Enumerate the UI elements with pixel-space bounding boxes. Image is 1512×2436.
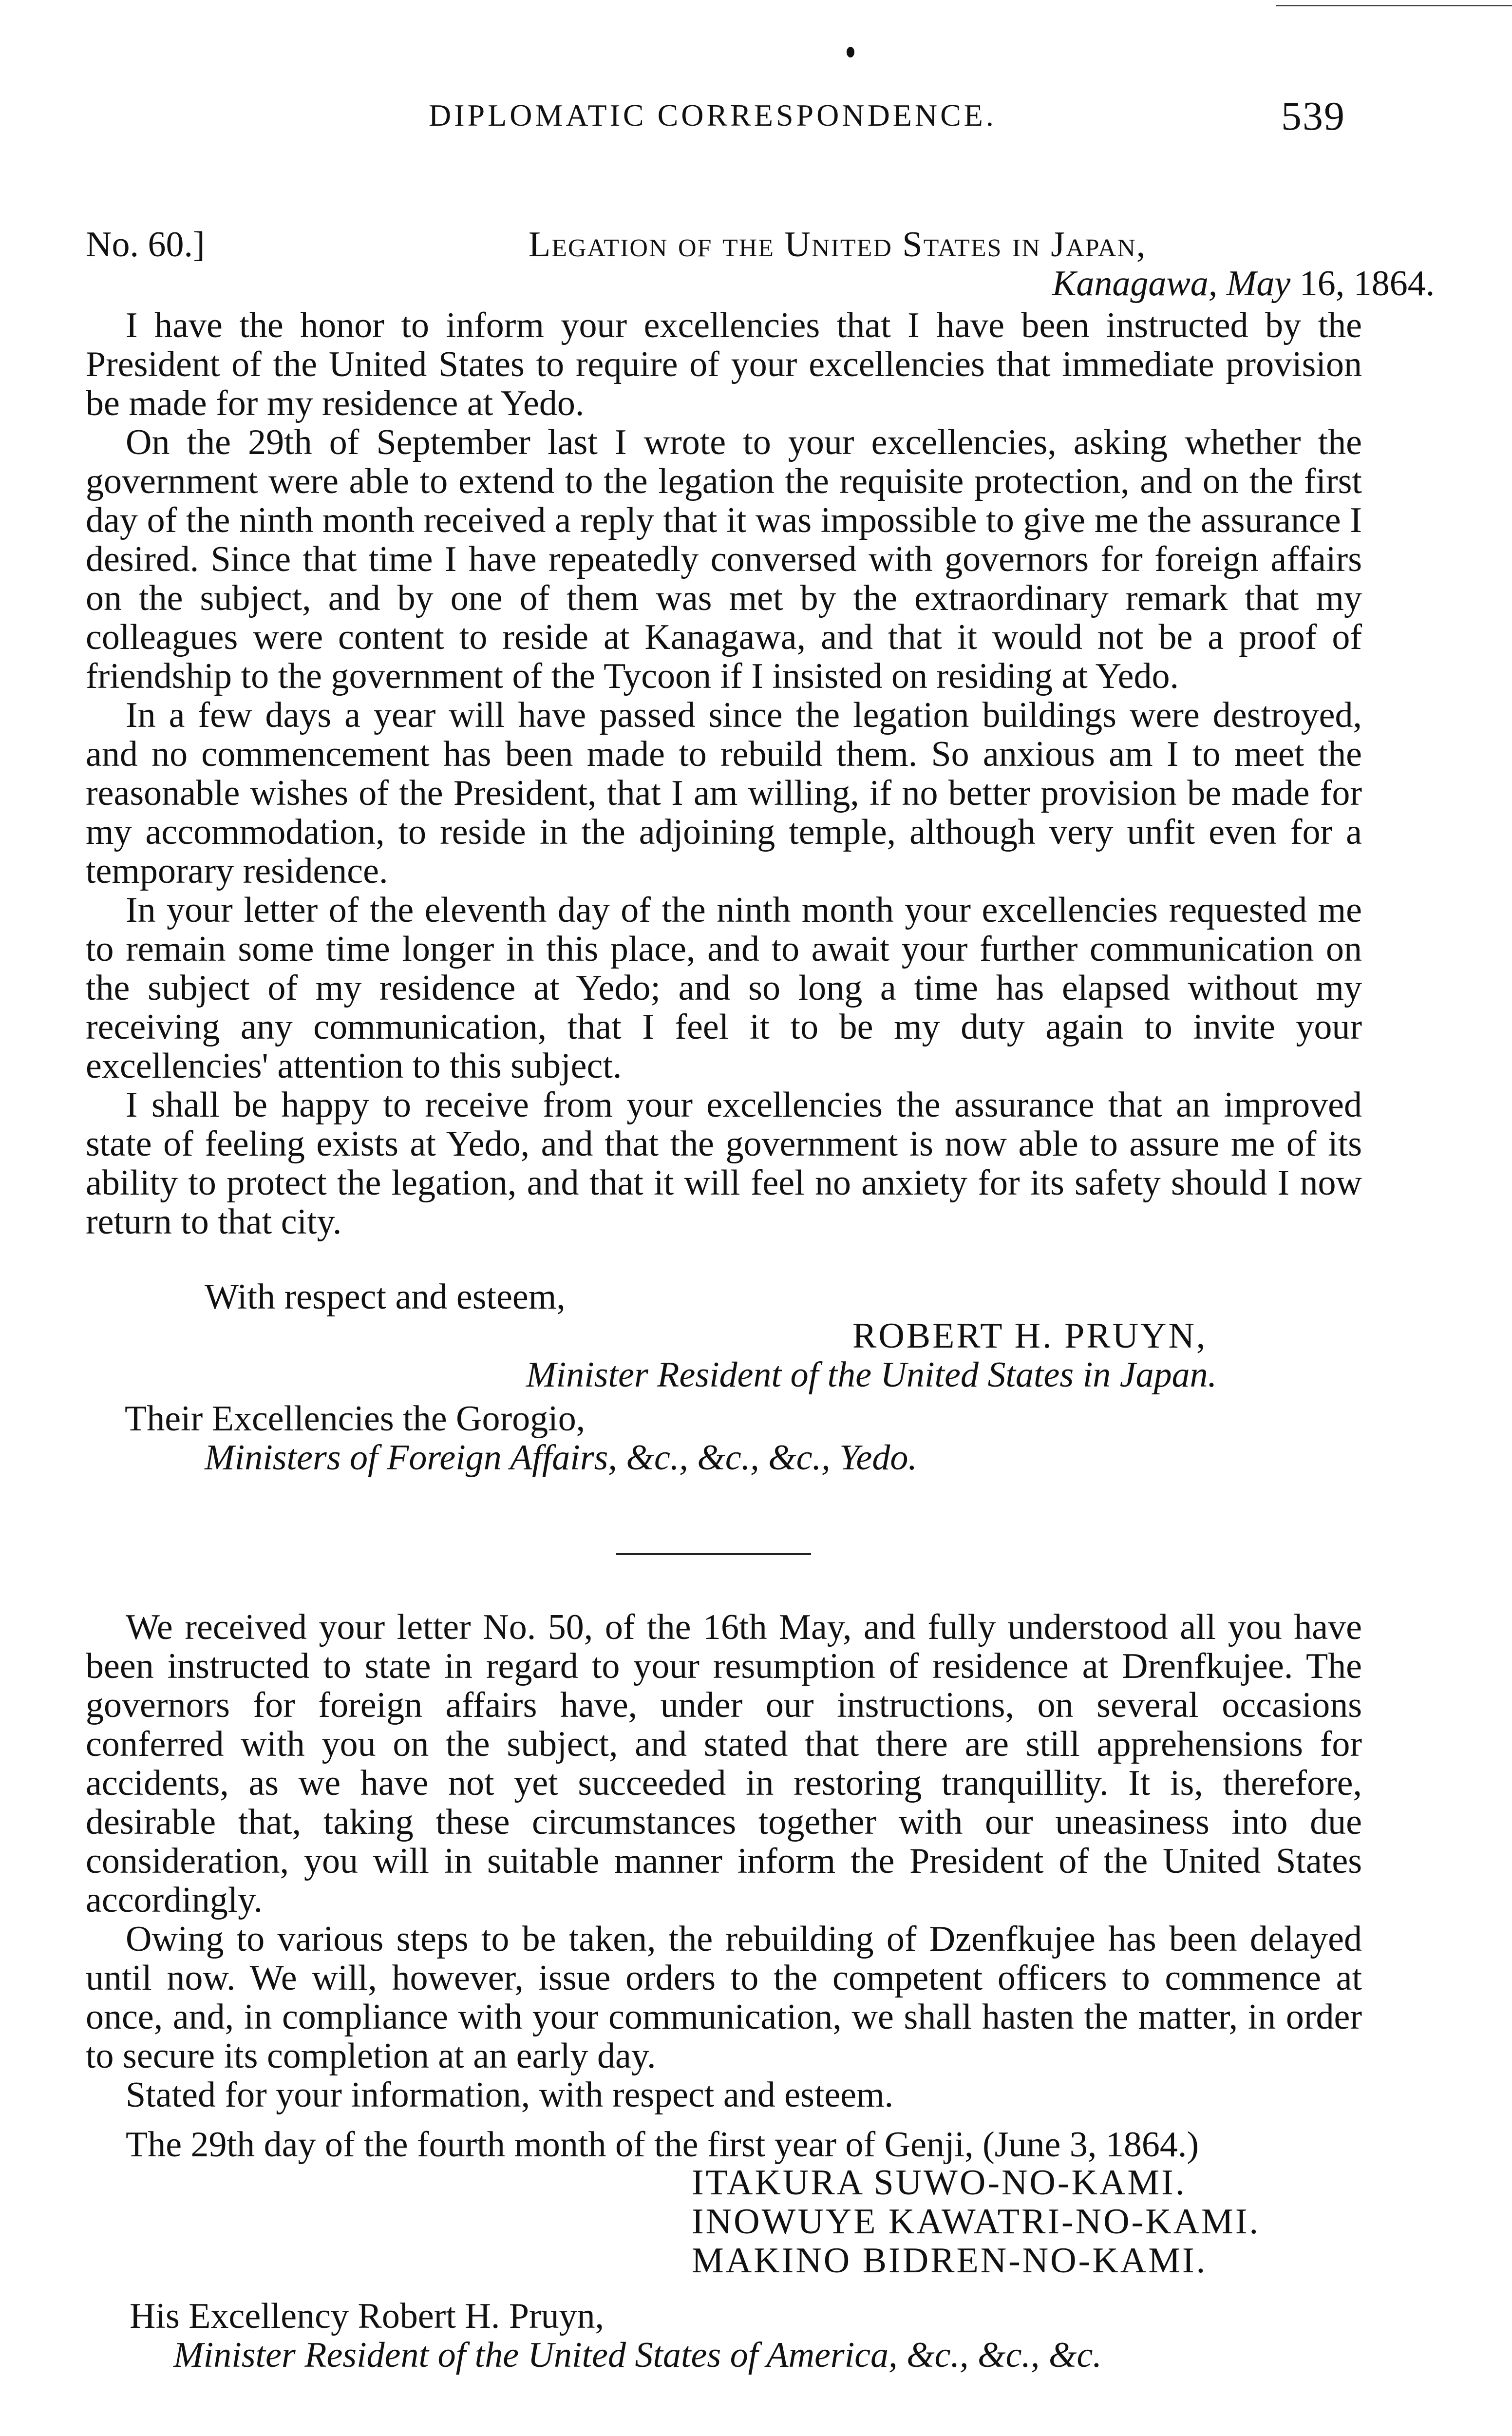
letter-dateline [1052,263,1435,304]
letter-number: No. 60.] [86,225,205,265]
signatory: MAKINO BIDREN-NO-KAMI. [692,2241,1208,2281]
paragraph: In a few days a year will have passed since the legation buildings were destroyed, and no commencement has been made to rebuild them. So anxious am I to meet the reasonable wishes of the President, that I am willing, if no better provision be made for my accommodation, to reside in the adjoining temple, although very unfit even for a temporary residence. [86,695,1362,891]
reply-addressee-title: Minister Resident of the United States of America, &c., &c., &c. [173,2335,1102,2375]
signature-title: Minister Resident of the United States in Japan. [526,1355,1217,1395]
page-number: 539 [1281,94,1345,139]
paragraph: We received your letter No. 50, of the 16th May, and fully understood all you have been instructed to state in regard to your resumption of residence at Drenfkujee. The governors for foreign affairs have, under our instructions, on several occasions conferred with you on the subject, and stated that there are still apprehensions for accidents, as we have not yet succeeded in restoring tranquillity. It is, therefore, desirable that, taking these circumstances together with our uneasiness into due consideration, you will in suitable manner inform the President of the United States accordingly. [86,1607,1362,1920]
addressee: Their Excellencies the Gorogio, [125,1399,586,1439]
dateline-place: Kanagawa, May [1052,264,1291,304]
reply-addressee: His Excellency Robert H. Pruyn, [130,2296,605,2336]
reply-date: The 29th day of the fourth month of the first year of Genji, (June 3, 1864.) [126,2125,1199,2165]
section-divider [616,1553,811,1555]
addressee-title: Ministers of Foreign Affairs, &c., &c., &c., Yedo. [205,1438,917,1478]
running-head: DIPLOMATIC CORRESPONDENCE. [429,98,997,133]
paragraph: Stated for your information, with respect and esteem. [126,2075,894,2115]
top-edge-rule [1276,5,1512,6]
signatory: INOWUYE KAWATRI-NO-KAMI. [692,2202,1260,2242]
dateline-date: 16, 1864. [1299,264,1435,304]
signature: ROBERT H. PRUYN, [852,1316,1208,1356]
closing: With respect and esteem, [205,1277,566,1317]
paragraph: Owing to various steps to be taken, the rebuilding of Dzenfkujee has been delayed until now. We will, however, issue orders to the competent officers to commence at once, and, in compliance with your communication, we shall hasten the matter, in order to secure its completion at an early day. [86,1919,1362,2076]
letter-body [86,306,1362,1241]
signatories [692,2163,1260,2280]
paragraph: In your letter of the eleventh day of the ninth month your excellencies requested me to remain some time longer in this place, and to await your further communication on the subject of my residence at Yedo; and so long a time has elapsed without my receiving any communication, that I feel it to be my duty again to invite your excellencies' attention to this subject. [86,890,1362,1086]
paragraph: I have the honor to inform your excellencies that I have been instructed by the President of the United States to require of your excellencies that immediate provision be made for my residence at Yedo. [86,305,1362,423]
paragraph: On the 29th of September last I wrote to your excellencies, asking whether the government were able to extend to the legation the requisite protection, and on the first day of the ninth month received a reply that it was impossible to give me the assurance I desired. Since that time I have repeatedly conversed with governors for foreign affairs on the subject, and by one of them was met by the extraordinary remark that my colleagues were content to reside at Kanagawa, and that it would not be a proof of friendship to the government of the Tycoon if I insisted on residing at Yedo. [86,422,1362,696]
letter-heading: Legation of the United States in Japan, [529,225,1147,265]
reply-body [86,1608,1362,2114]
paragraph: I shall be happy to receive from your excellencies the assurance that an improved state of feeling exists at Yedo, and that the government is now able to assure me of its ability to protect the legation, and that it will feel no anxiety for its safety should I now return to that city. [86,1085,1362,1242]
page-header [0,94,1512,146]
signatory: ITAKURA SUWO-NO-KAMI. [692,2163,1187,2203]
print-mark [847,47,854,57]
